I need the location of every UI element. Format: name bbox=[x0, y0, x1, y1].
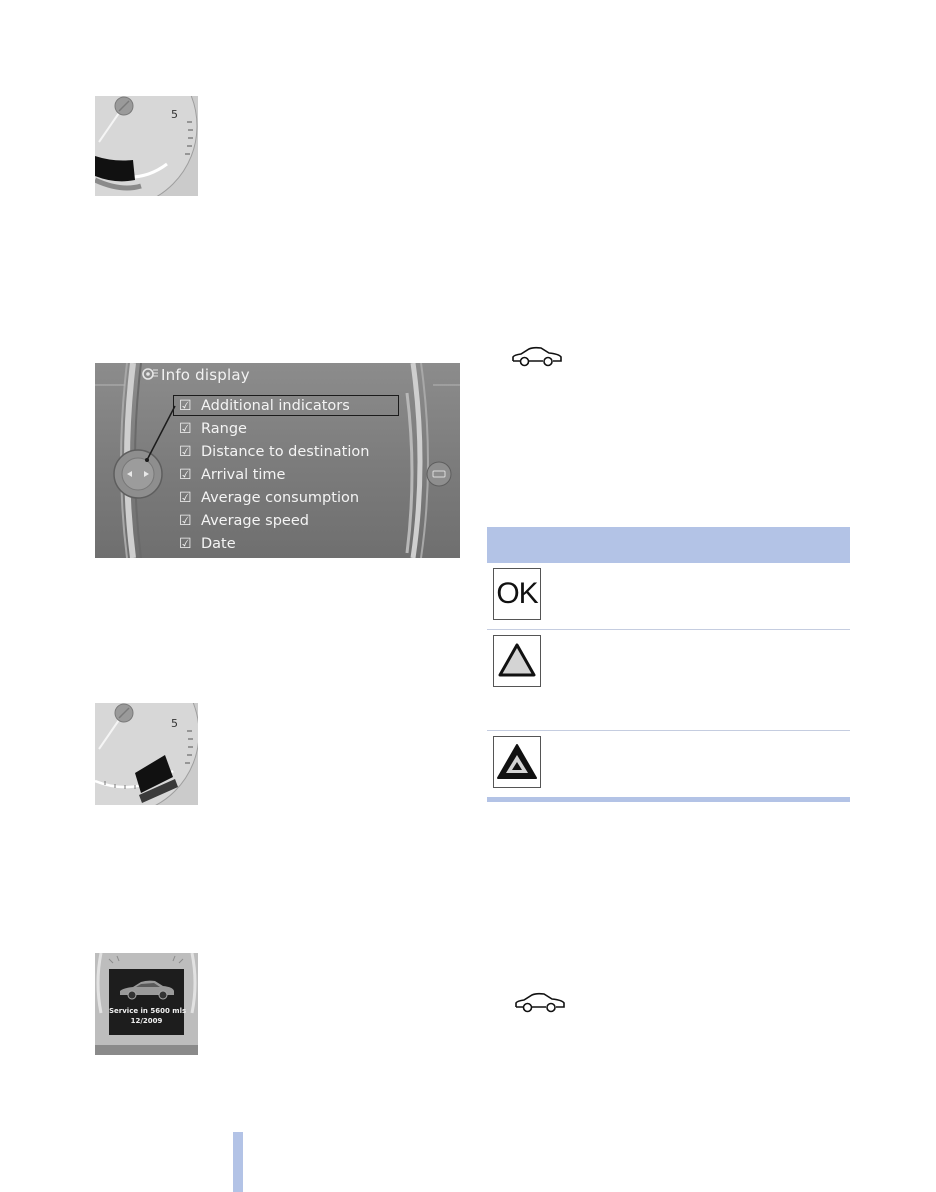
table-row bbox=[487, 630, 850, 731]
info-display-panel bbox=[95, 363, 460, 558]
settings-gear-icon bbox=[143, 369, 158, 379]
car-outline-icon bbox=[514, 992, 566, 1014]
car-outline-icon bbox=[511, 346, 563, 368]
panel-title: Info display bbox=[161, 366, 250, 384]
menu-item-average-speed[interactable]: ☑ Average speed bbox=[179, 510, 369, 533]
warning-triangle-filled-icon bbox=[493, 736, 541, 788]
checkbox-checked-icon: ☑ bbox=[179, 444, 192, 460]
table-header bbox=[487, 527, 850, 563]
service-bottom-bar bbox=[95, 1045, 198, 1055]
menu-item-distance-to-destination[interactable]: ☑ Distance to destination bbox=[179, 441, 369, 464]
gauge-number: 5 bbox=[171, 108, 178, 121]
gauge-thumbnail-lower bbox=[95, 703, 198, 805]
service-text-line2: 12/2009 bbox=[130, 1017, 163, 1025]
info-display-menu bbox=[179, 395, 369, 556]
menu-item-average-consumption[interactable]: ☑ Average consumption bbox=[179, 487, 369, 510]
status-symbol-table bbox=[487, 527, 850, 802]
checkbox-checked-icon: ☑ bbox=[179, 513, 192, 529]
checkbox-checked-icon: ☑ bbox=[179, 467, 192, 483]
ok-symbol: OK bbox=[493, 568, 541, 620]
gauge-number: 5 bbox=[171, 717, 178, 730]
car-silhouette-icon bbox=[117, 977, 177, 1001]
menu-item-range[interactable]: ☑ Range bbox=[179, 418, 369, 441]
service-text-line1: Service in 5600 mls bbox=[109, 1007, 187, 1015]
checkbox-checked-icon: ☑ bbox=[179, 421, 192, 437]
service-display-thumbnail bbox=[95, 953, 198, 1055]
service-screen bbox=[109, 969, 187, 1035]
footer-accent-bar bbox=[233, 1132, 243, 1192]
menu-item-arrival-time[interactable]: ☑ Arrival time bbox=[179, 464, 369, 487]
table-row bbox=[487, 731, 850, 797]
menu-item-additional-indicators[interactable]: ☑ Additional indicators bbox=[179, 395, 369, 418]
checkbox-checked-icon: ☑ bbox=[179, 490, 192, 506]
menu-item-date[interactable]: ☑ Date bbox=[179, 533, 369, 556]
checkbox-checked-icon: ☑ bbox=[179, 536, 192, 552]
warning-triangle-outline-icon bbox=[493, 635, 541, 687]
gauge-thumbnail-top bbox=[95, 96, 198, 196]
checkbox-checked-icon: ☑ bbox=[179, 398, 192, 414]
table-row bbox=[487, 563, 850, 630]
table-footer-rule bbox=[487, 797, 850, 802]
